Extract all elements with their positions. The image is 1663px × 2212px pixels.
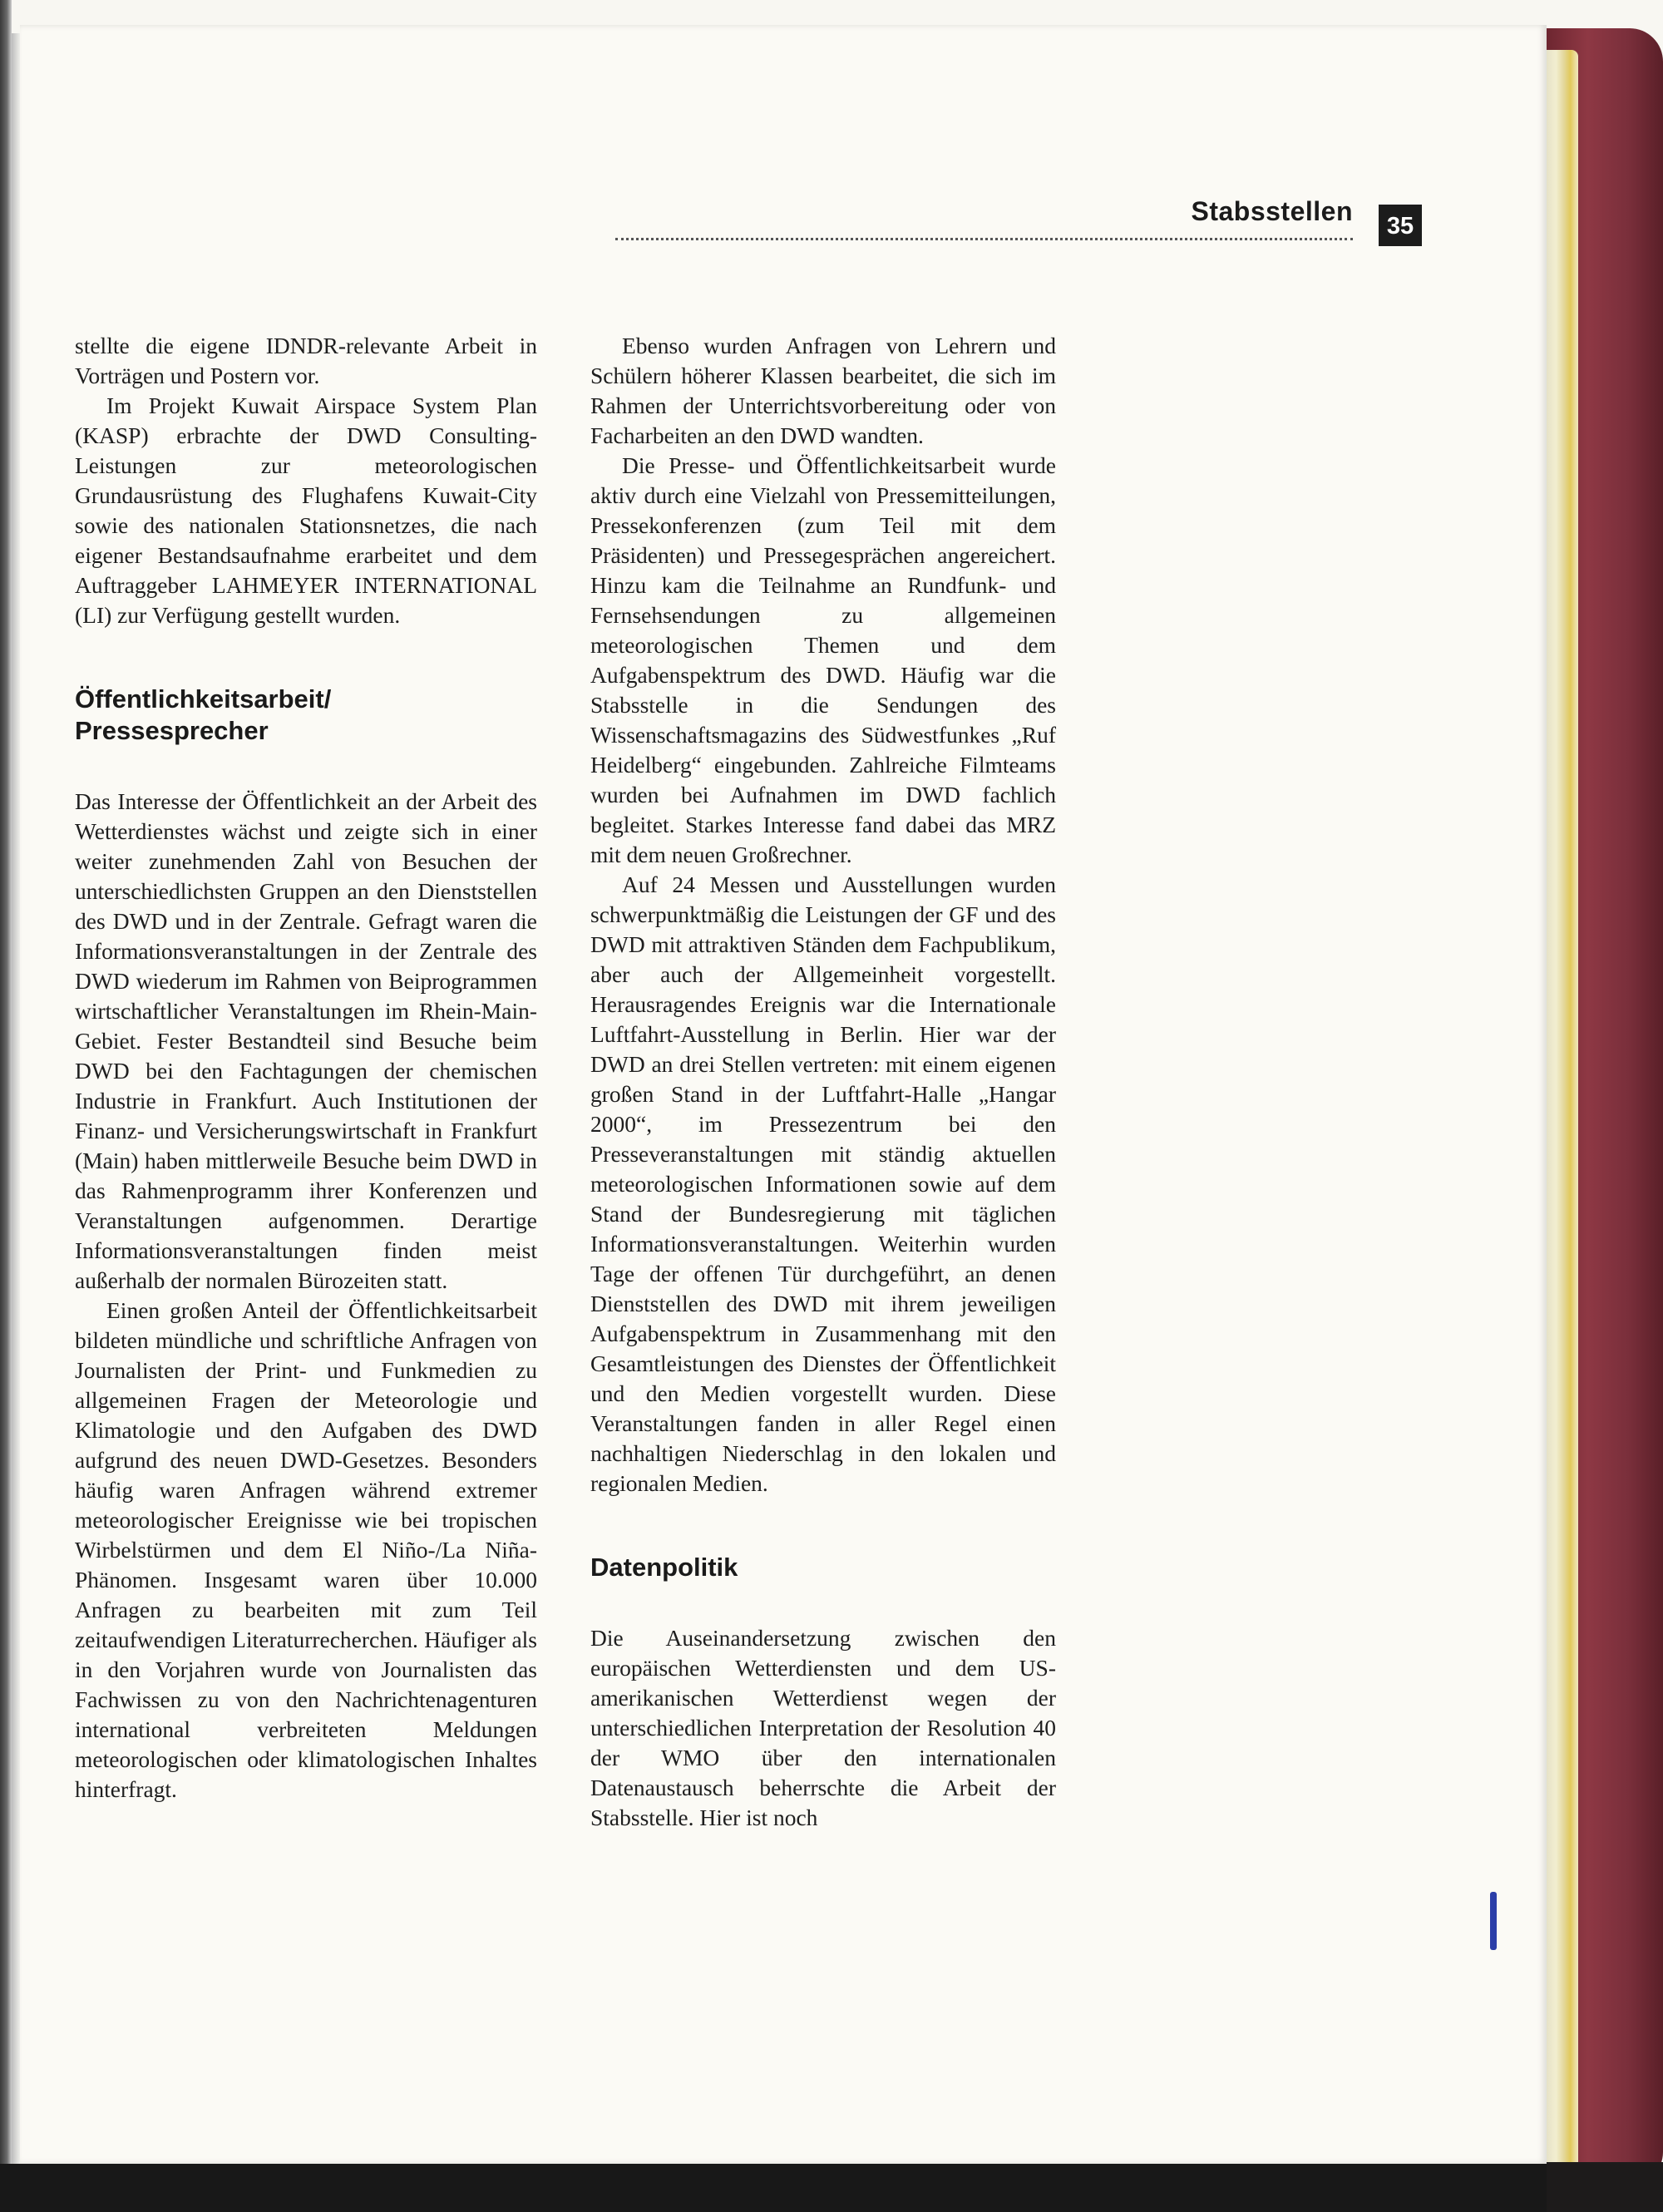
paragraph: Das Interesse der Öffentlichkeit an der Arbeit des Wetterdienstes wächst und zeigte sich in einer weiter zunehmenden Zahl von Besuchen der unterschiedlichsten Gruppen an den Dienststellen des DWD und in der Zentrale. Gefragt waren die Informationsveranstaltungen in der Zentrale des DWD wiederum im Rahmen von Beiprogrammen wirtschaftlicher Veranstaltungen im Rhein-Main-Gebiet. Fester Bestandteil sind Besuche beim DWD bei den Fachtagungen der chemischen Industrie in Frankfurt. Auch Institutionen der Finanz- und Versicherungswirtschaft in Frankfurt (Main) haben mittlerweile Besuche beim DWD in das Rahmenprogramm ihrer Konferenzen und Veranstaltungen aufgenommen. Derartige Informationsveranstaltungen finden meist außerhalb der normalen Bürozeiten statt.	[75, 788, 537, 1293]
page-number: 35	[1379, 205, 1422, 246]
paragraph: stellte die eigene IDNDR-relevante Arbeit in Vorträgen und Postern vor.	[75, 333, 537, 388]
running-header	[615, 196, 1422, 254]
right-column	[590, 331, 1056, 1833]
adjacent-page-strip	[12, 33, 20, 2170]
bookmark-ribbon	[1490, 1892, 1497, 1950]
section-title: Stabsstellen	[1191, 196, 1353, 226]
paragraph: Auf 24 Messen und Ausstellungen wurden schwerpunktmäßig die Leistungen der GF und des DWD mit attraktiven Ständen dem Fachpublikum, aber auch der Allgemeinheit vorgestellt. Herausragendes Ereignis war die Internationale Luftfahrt-Ausstellung in Berlin. Hier war der DWD an drei Stellen vertreten: mit einem eigenen großen Stand in der Luftfahrt-Halle „Hangar 2000“, im Pressezentrum bei den Presseveranstaltungen mit ständig aktuellen meteorologischen Informationen sowie auf dem Stand der Bundesregierung mit täglichen Informationsveranstaltungen. Weiterhin wurden Tage der offenen Tür durchgeführt, an denen Dienststellen des DWD mit ihrem jeweiligen Aufgabenspektrum in Zusammenhang mit den Gesamtleistungen des Dienstes der Öffentlichkeit und den Medien vorgestellt wurden. Diese Veranstaltungen fanden in aller Regel einen nachhaltigen Niederschlag in den lokalen und regionalen Medien.	[590, 871, 1056, 1496]
section-heading-oeffentlichkeitsarbeit	[75, 684, 537, 747]
heading-line: Pressesprecher	[75, 716, 269, 745]
paragraph: Ebenso wurden Anfragen von Lehrern und Schülern höherer Klassen bearbeitet, die sich im Rahmen der Unterrichtsvorbereitung oder von Facharbeiten an den DWD wandten.	[590, 333, 1056, 448]
adjacent-page-edge	[0, 0, 12, 2212]
background-bottom	[0, 2164, 1547, 2212]
left-column	[75, 331, 537, 1805]
heading-line: Öffentlichkeitsarbeit/	[75, 684, 332, 713]
paragraph: Die Presse- und Öffentlichkeitsarbeit wurde aktiv durch eine Vielzahl von Pressemitteilungen, Pressekonferenzen (zum Teil mit dem Präsidenten) und Pressegesprächen angereichert. Hinzu kam die Teilnahme an Rundfunk- und Fernsehsendungen zu allgemeinen meteorologischen Themen und dem Aufgabenspektrum des DWD. Häufig war die Stabsstelle in die Sendungen des Wissenschaftsmagazins des Südwestfunkes „Ruf Heidelberg“ eingebunden. Zahlreiche Filmteams wurden bei Aufnahmen im DWD fachlich begleitet. Starkes Interesse fand dabei das MRZ mit dem neuen Großrechner.	[590, 452, 1056, 867]
header-dotted-rule	[615, 238, 1353, 240]
section-heading-datenpolitik: Datenpolitik	[590, 1553, 738, 1582]
paragraph: Die Auseinandersetzung zwischen den europäischen Wetterdiensten und dem US-amerikanischen Wetterdienst wegen der unterschiedlichen Interpretation der Resolution 40 der WMO über den internationalen Datenaustausch beherrschte die Arbeit der Stabsstelle. Hier ist noch	[590, 1625, 1056, 1830]
page-edges	[1547, 50, 1578, 2179]
paragraph: Im Projekt Kuwait Airspace System Plan (KASP) erbrachte der DWD Consulting-Leistungen zur meteorologischen Grundausrüstung des Flughafens Kuwait-City sowie des nationalen Stationsnetzes, die nach eigener Bestandsaufnahme erarbeitet und dem Auftraggeber LAHMEYER INTERNATIONAL (LI) zur Verfügung gestellt wurden.	[75, 393, 537, 628]
paragraph: Einen großen Anteil der Öffentlichkeitsarbeit bildeten mündliche und schriftliche Anfragen von Journalisten der Print- und Funkmedien zu allgemeinen Fragen der Meteorologie und Klimatologie und den Aufgaben des DWD aufgrund des neuen DWD-Gesetzes. Besonders häufig waren Anfragen während extremer meteorologischer Ereignisse wie bei tropischen Wirbelstürmen und dem El Niño-/La Niña-Phänomen. Insgesamt waren über 10.000 Anfragen zu bearbeiten mit zum Teil zeitaufwendigen Literaturrecherchen. Häufiger als in den Vorjahren wurde von Journalisten das Fachwissen zu von den Nachrichtenagenturen international verbreiteten Meldungen meteorologischen oder klimatologischen Inhaltes hinterfragt.	[75, 1297, 537, 1802]
